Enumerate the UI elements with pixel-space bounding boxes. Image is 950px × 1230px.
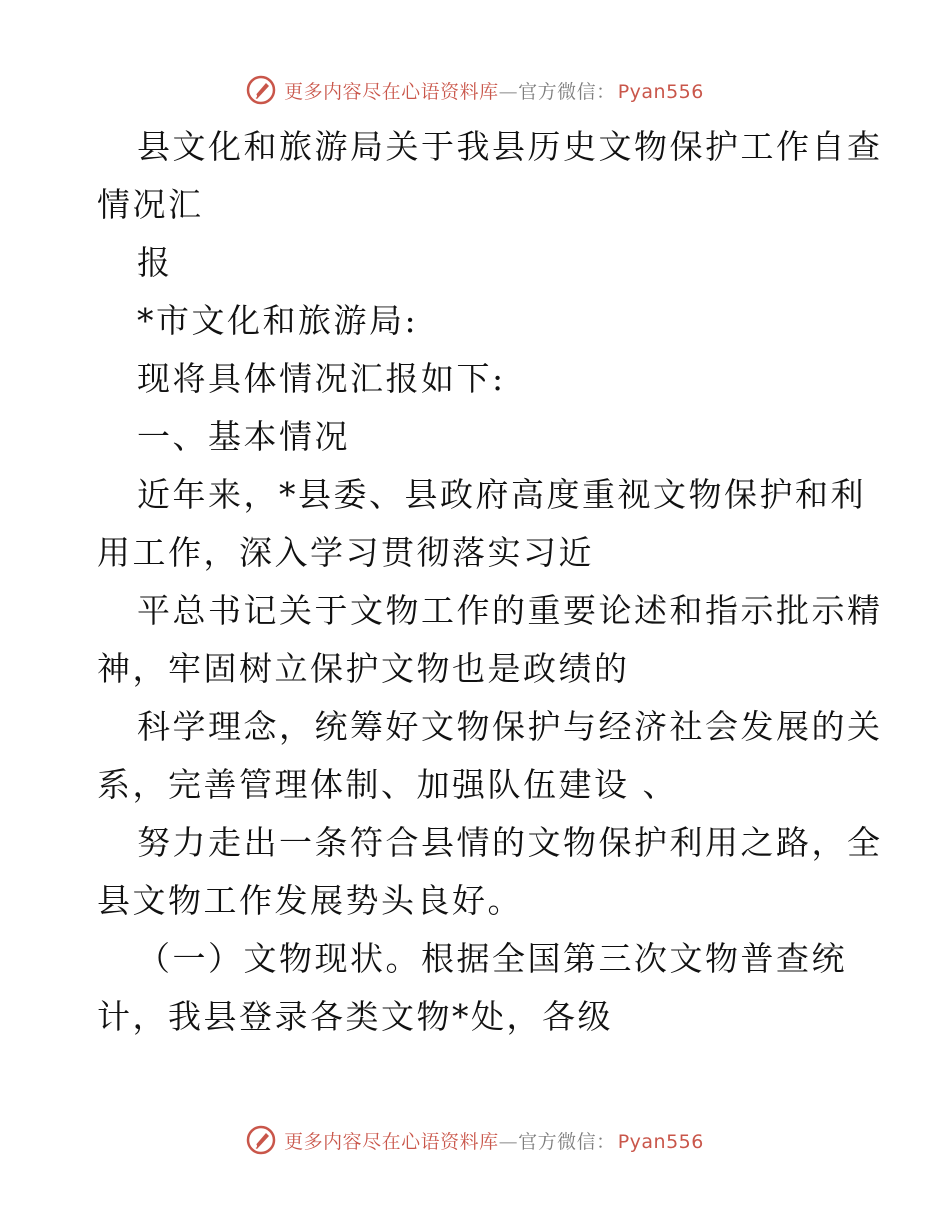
paragraph-line: 科学理念，统筹好文物保护与经济社会发展的关 [137,707,883,746]
paragraph-line: 近年来，*县委、县政府高度重视文物保护和利 [137,475,866,514]
intro-line: 现将具体情况汇报如下: [137,359,506,398]
watermark-text [284,1127,704,1154]
pen-logo-icon [246,75,276,105]
paragraph-line: 系，完善管理体制、加强队伍建设 、 [97,765,678,804]
paragraph-line: 用工作，深入学习贯彻落实习近 [97,533,594,572]
subsection-line: 计，我县登录各类文物*处，各级 [97,997,613,1036]
paragraph-line: 神，牢固树立保护文物也是政绩的 [97,649,630,688]
watermark-wechat-id: Pyan556 [617,1130,704,1153]
watermark-wechat-id: Pyan556 [617,80,704,103]
watermark-text [284,77,704,104]
paragraph-line: 平总书记关于文物工作的重要论述和指示批示精 [137,591,883,630]
document-body [97,118,883,1046]
header-watermark [0,70,950,110]
title-line-1: 县文化和旅游局关于我县历史文物保护工作自查 [137,127,883,166]
watermark-dash: — [498,1130,519,1153]
title-line-2: 情况汇 [97,185,204,224]
watermark-main: 更多内容尽在心语资料库 [284,1130,499,1153]
paragraph-line: 努力走出一条符合县情的文物保护利用之路，全 [137,823,883,862]
watermark-wechat-label: 官方微信： [518,80,616,103]
watermark-dash: — [498,80,519,103]
pen-logo-icon [246,1125,276,1155]
watermark-wechat-label: 官方微信： [518,1130,616,1153]
watermark-main: 更多内容尽在心语资料库 [284,80,499,103]
footer-watermark [0,1120,950,1160]
paragraph-line: 县文物工作发展势头良好。 [97,881,523,920]
subsection-line: （一）文物现状。根据全国第三次文物普查统 [137,939,847,978]
title-line-3: 报 [137,243,173,282]
addressee-line: *市文化和旅游局: [137,301,419,340]
section-heading: 一、基本情况 [137,417,350,456]
